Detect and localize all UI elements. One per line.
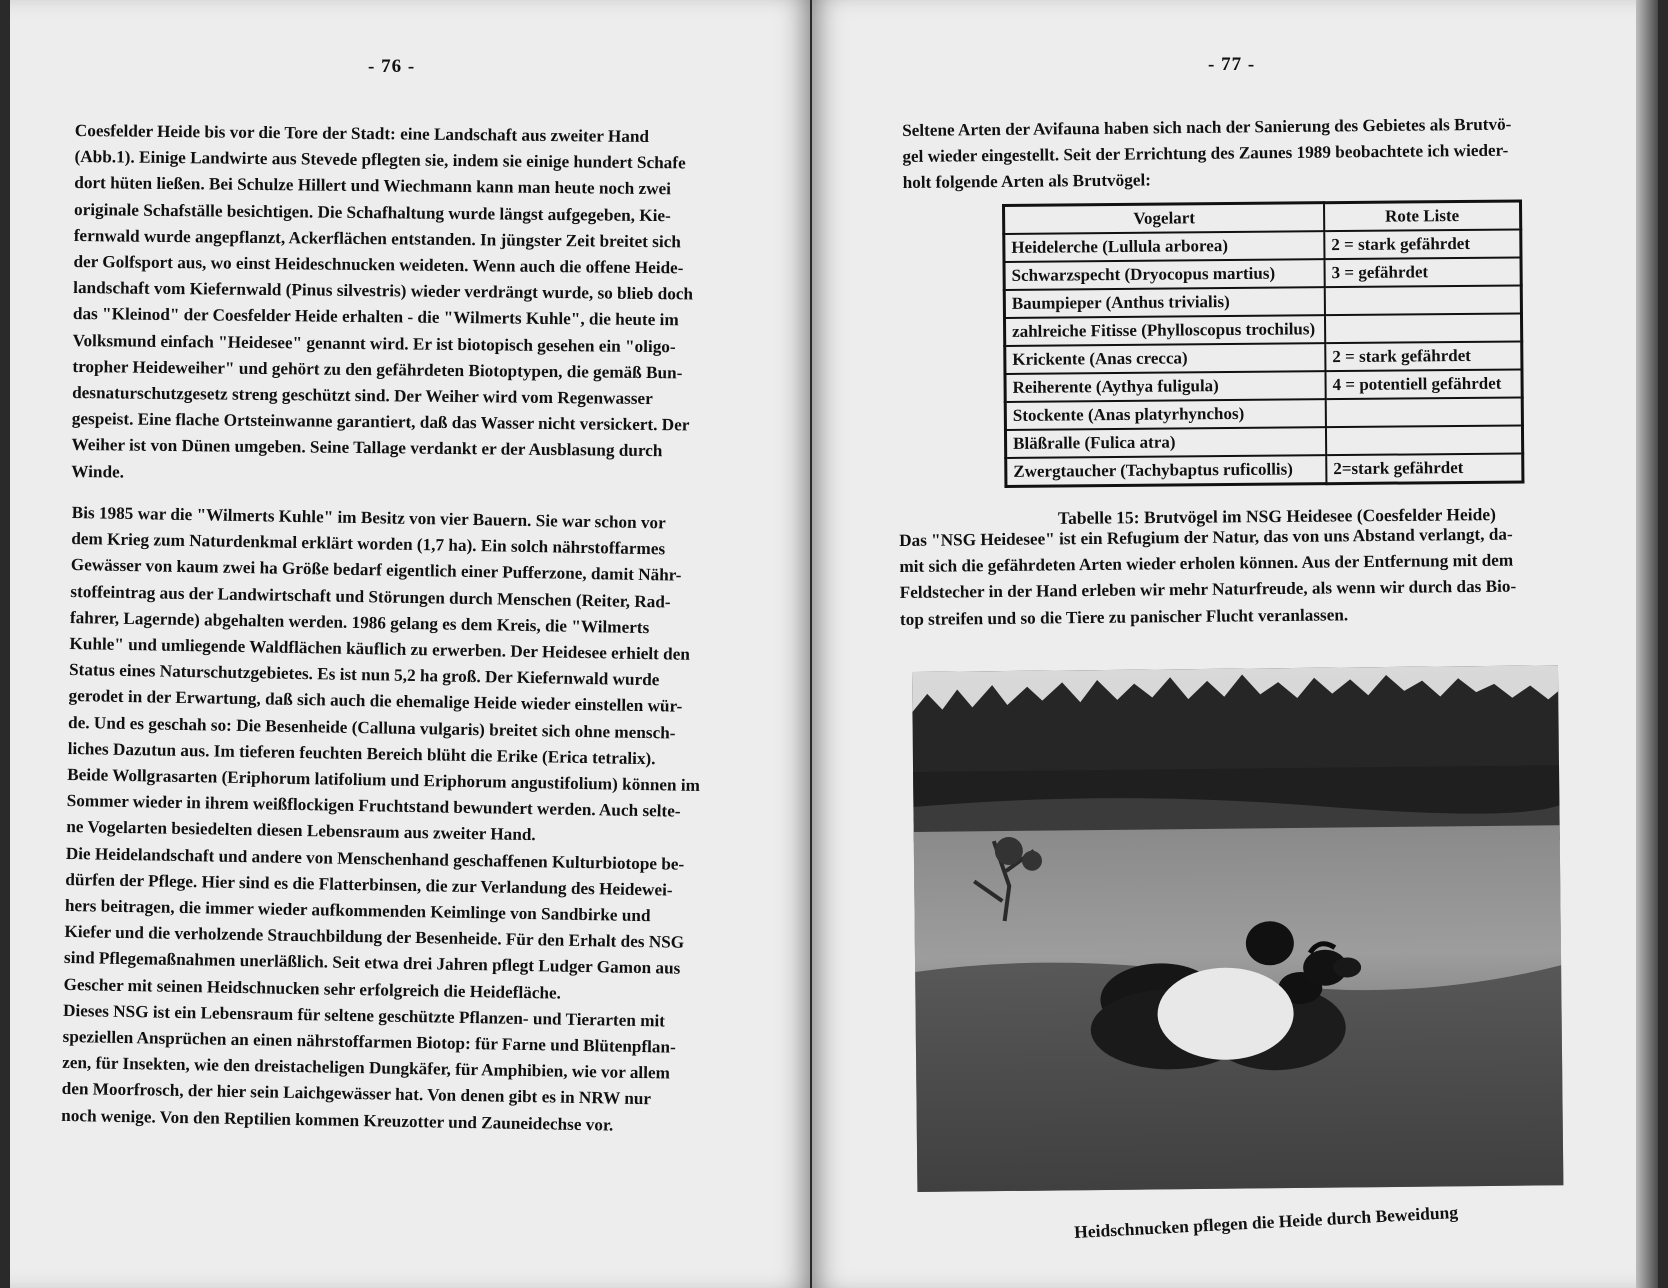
species-cell: Baumpieper (Anthus trivialis): [1004, 287, 1325, 318]
left-page: [10, 0, 810, 1288]
breeding-birds-table: [1002, 199, 1524, 488]
right-paragraph-2: [899, 521, 1550, 633]
red-list-cell: 3 = gefährdet: [1324, 257, 1521, 287]
text-line: Dieses NSG ist ein Lebensraum für seltene geschützte Pflanzen- und Tierarten mit: [62, 1000, 666, 1031]
sheep-photo: [912, 665, 1563, 1192]
text-line: das "Kleinod" der Coesfelder Heide erhalten - die "Wilmerts Kuhle", die heute im: [72, 304, 679, 330]
left-paragraph-2: [61, 500, 740, 1140]
species-cell: zahlreiche Fitisse (Phylloscopus trochilus): [1004, 315, 1325, 346]
page-number-left: - 76 -: [368, 56, 416, 77]
table-row: [1004, 229, 1521, 262]
species-cell: Zwergtaucher (Tachybaptus ruficollis): [1006, 455, 1327, 486]
table-header-red-list: Rote Liste: [1324, 201, 1521, 231]
text-line: Kiefer und die verholzende Strauchbildung der Besenheide. Für den Erhalt des NSG: [64, 922, 685, 952]
text-line: dem Krieg zum Naturdenkmal erklärt worden (1,7 ha). Ein solch nährstoffarmes: [71, 529, 666, 559]
text-line: Die Heidelandschaft und andere von Menschenhand geschaffenen Kulturbiotope be-: [65, 843, 685, 874]
text-line: (Abb.1). Einige Landwirte aus Stevede pflegten sie, indem sie einige hundert Schafe: [74, 147, 686, 173]
table-row: [1004, 285, 1521, 318]
text-line: de. Und es geschah so: Die Besenheide (Calluna vulgaris) breitet sich ohne mensch-: [67, 712, 676, 743]
text-line: zen, für Insekten, wie den dreistacheligen Dungkäfer, für Amphibien, wie vor allem: [62, 1053, 671, 1083]
species-cell: Schwarzspecht (Dryocopus martius): [1004, 259, 1325, 290]
species-cell: Heidelerche (Lullula arborea): [1004, 231, 1325, 262]
table-row: [1004, 257, 1521, 290]
text-line: hers beitragen, die immer wieder aufkommenden Keimlinge von Sandbirke und: [64, 895, 651, 926]
text-line: dürfen der Pflege. Hier sind es die Flatterbinsen, die zur Verlandung des Heidewei-: [65, 869, 673, 900]
left-paragraph-1: [71, 118, 737, 492]
red-list-cell: [1325, 313, 1522, 343]
text-line: fahrer, Lagernde) abgehalten werden. 1986 gelang es dem Kreis, die "Wilmerts: [69, 607, 650, 637]
text-line: Das "NSG Heidesee" ist ein Refugium der Natur, das von uns Abstand verlangt, da-: [899, 524, 1513, 550]
table-header-species: Vogelart: [1004, 203, 1325, 234]
red-list-cell: 2=stark gefährdet: [1326, 453, 1523, 483]
text-line: gel wieder eingestellt. Seit der Errichtung des Zaunes 1989 beobachtete ich wieder-: [902, 140, 1509, 167]
heath-sheep-image: [912, 665, 1563, 1192]
text-line: Beide Wollgrasarten (Eriphorum latifolium und Eriphorum angustifolium) können im: [67, 764, 701, 796]
text-line: Gescher mit seinen Heidschnucken sehr erfolgreich die Heidefläche.: [63, 974, 562, 1003]
table-row: [1005, 341, 1522, 374]
red-list-cell: [1325, 285, 1522, 315]
text-line: speziellen Ansprüchen an einen nährstoffarmen Biotop: für Farne und Blütenpflan-: [62, 1026, 676, 1057]
text-line: fernwald wurde angepflanzt, Ackerflächen entstanden. In jüngster Zeit breitet sich: [73, 225, 681, 252]
text-line: gespeist. Eine flache Ortsteinwanne garantiert, daß das Wasser nicht versickert. Der: [71, 409, 690, 435]
text-line: Kuhle" und umliegende Waldflächen käuflich zu erwerben. Der Heidesee erhielt den: [69, 633, 691, 664]
table-row: [1004, 313, 1521, 346]
species-cell: Stockente (Anas platyrhynchos): [1005, 399, 1326, 430]
text-line: originale Schafställe besichtigen. Die Schafhaltung wurde längst aufgegeben, Kie-: [73, 199, 671, 225]
red-list-cell: [1326, 425, 1523, 455]
text-line: Weiher ist von Dünen umgeben. Seine Tallage verdankt er der Ausblasung durch: [71, 435, 663, 461]
text-line: Volksmund einfach "Heidesee" genannt wird. Er ist biotopisch gesehen ein "oligo-: [72, 330, 676, 356]
table-row: [1005, 425, 1522, 458]
photo-caption: Heidschnucken pflegen die Heide durch Beweidung: [1073, 1201, 1459, 1243]
text-line: Status eines Naturschutzgebietes. Es ist nun 5,2 ha groß. Der Kiefernwald wurde: [68, 660, 660, 690]
text-line: desnaturschutzgesetz streng geschützt sind. Der Weiher wird vom Regenwasser: [72, 383, 653, 409]
red-list-cell: 2 = stark gefährdet: [1325, 341, 1522, 371]
table-caption: Tabelle 15: Brutvögel im NSG Heidesee (Coesfelder Heide): [1057, 504, 1496, 528]
text-line: Sommer wieder in ihrem weißflockigen Fruchtstand bewundert werden. Auch selte-: [66, 791, 681, 821]
table-header-row: [1004, 201, 1521, 234]
text-line: der Golfsport aus, wo einst Heideschnucken weideten. Wenn auch die offene Heide-: [73, 252, 684, 278]
text-line: holt folgende Arten als Brutvögel:: [902, 170, 1152, 193]
text-line: Winde.: [71, 461, 125, 482]
species-cell: Bläßralle (Fulica atra): [1005, 427, 1326, 458]
text-line: mit sich die gefährdeten Arten wieder erholen können. Aus der Entfernung mit dem: [899, 550, 1514, 577]
text-line: Coesfelder Heide bis vor die Tore der Stadt: eine Landschaft aus zweiter Hand: [74, 120, 650, 147]
species-cell: Reiherente (Aythya fuligula): [1005, 371, 1326, 402]
text-line: stoffeintrag aus der Landwirtschaft und Störungen durch Menschen (Reiter, Rad-: [70, 581, 671, 612]
text-line: liches Dazutun aus. Im tieferen feuchten Bereich blüht die Erike (Erica tetralix).: [67, 738, 656, 769]
text-line: sind Pflegemaßnahmen unerläßlich. Seit etwa drei Jahren pflegt Ludger Gamon aus: [63, 948, 681, 979]
text-line: Feldstecher in der Hand erleben wir mehr Naturfreude, als wenn wir durch das Bio-: [899, 576, 1517, 603]
red-list-cell: 2 = stark gefährdet: [1324, 229, 1521, 259]
page-number-right: - 77 -: [1208, 54, 1256, 75]
table-row: [1005, 369, 1522, 402]
text-line: Seltene Arten der Avifauna haben sich nach der Sanierung des Gebietes als Brutvö-: [902, 114, 1512, 140]
text-line: top streifen und so die Tiere zu panischer Flucht veranlassen.: [899, 604, 1349, 629]
text-line: landschaft vom Kiefernwald (Pinus silvestris) wieder verdrängt wurde, so blieb doch: [73, 278, 694, 304]
text-line: den Moorfrosch, der hier sein Laichgewässer hat. Von denen gibt es in NRW nur: [61, 1079, 652, 1109]
table-row: [1005, 397, 1522, 430]
red-list-cell: 4 = potentiell gefährdet: [1325, 369, 1522, 399]
species-cell: Krickente (Anas crecca): [1005, 343, 1326, 374]
table-row: [1006, 453, 1523, 486]
text-line: Bis 1985 war die "Wilmerts Kuhle" im Besitz von vier Bauern. Sie war schon vor: [71, 502, 666, 533]
text-line: dort hüten ließen. Bei Schulze Hillert und Wiechmann kann man heute noch zwei: [74, 173, 672, 199]
book-edge: [1636, 0, 1658, 1288]
text-line: tropher Heideweiher" und gehört zu den gefährdeten Biotoptypen, die gemäß Bun-: [72, 356, 683, 383]
text-line: ne Vogelarten besiedelten diesen Lebensraum aus zweiter Hand.: [66, 817, 536, 845]
right-page: [812, 0, 1658, 1288]
text-line: gerodet in der Erwartung, daß sich auch die ehemalige Heide wieder einstellen wür-: [68, 686, 683, 717]
text-line: Gewässer von kaum zwei ha Größe bedarf eigentlich einer Pufferzone, damit Nähr-: [70, 555, 682, 586]
right-paragraph-1: [902, 111, 1553, 196]
red-list-cell: [1326, 397, 1523, 427]
text-line: noch wenige. Von den Reptilien kommen Kreuzotter und Zauneidechse vor.: [61, 1105, 614, 1135]
